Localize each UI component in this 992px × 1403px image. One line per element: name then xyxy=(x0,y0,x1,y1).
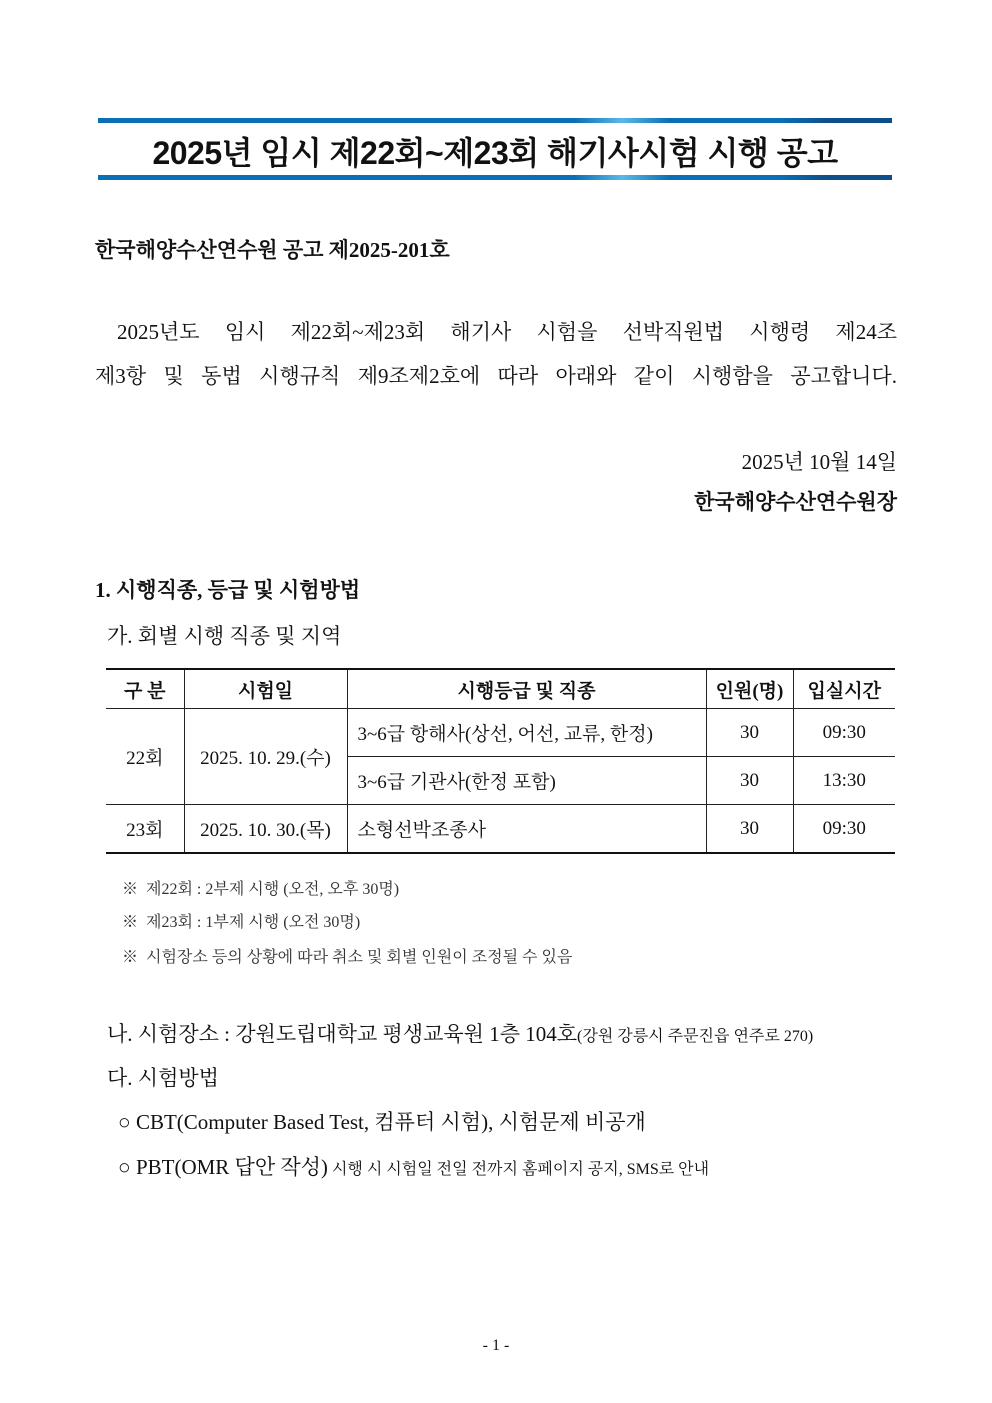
subsection-b xyxy=(107,1018,813,1048)
intro-paragraph xyxy=(95,310,897,398)
title-bottom-rule xyxy=(98,175,892,180)
type-cell: 3~6급 항해사(상선, 어선, 교류, 한정) xyxy=(347,709,706,757)
note-text: 제23회 : 1부제 시행 (오전 30명) xyxy=(146,914,361,931)
time-cell: 09:30 xyxy=(793,805,895,854)
method-text: CBT(Computer Based Test, 컴퓨터 시험), 시험문제 비공개 xyxy=(135,1110,646,1134)
notice-date: 2025년 10월 14일 xyxy=(741,450,897,474)
notice-number: 한국해양수산연수원 공고 제2025-201호 xyxy=(95,238,450,262)
circle-bullet-icon: ○ xyxy=(118,1155,131,1179)
header-cell: 시험일 xyxy=(184,669,347,709)
type-cell: 3~6급 기관사(한정 포함) xyxy=(347,757,706,805)
page-title: 2025년 임시 제22회~제23회 해기사시험 시행 공고 xyxy=(152,135,838,171)
reference-mark-icon: ※ xyxy=(122,914,139,931)
method-detail: 시행 시 시험일 전일 전까지 홈페이지 공지, SMS로 안내 xyxy=(327,1161,710,1178)
section-heading: 1. 시행직종, 등급 및 시험방법 xyxy=(95,578,361,602)
table-header-row xyxy=(106,669,895,709)
intro-line: 제3항 및 동법 시행규칙 제9조제2호에 따라 아래와 같이 시행함을 공고합니다. xyxy=(95,364,897,388)
method-text: PBT(OMR 답안 작성) xyxy=(135,1155,328,1179)
exam-schedule-table xyxy=(106,668,895,854)
method-item xyxy=(118,1151,709,1181)
count-cell: 30 xyxy=(706,805,793,854)
time-cell: 09:30 xyxy=(793,709,895,757)
method-item xyxy=(118,1106,646,1136)
note-text: 제22회 : 2부제 시행 (오전, 오후 30명) xyxy=(146,881,400,898)
subsection-c: 다. 시험방법 xyxy=(107,1066,219,1090)
exam-address: (강원 강릉시 주문진읍 연주로 270) xyxy=(577,1028,814,1045)
title-top-rule xyxy=(98,118,892,123)
date-cell: 2025. 10. 29.(수) xyxy=(184,709,347,805)
circle-bullet-icon: ○ xyxy=(118,1110,131,1134)
intro-line: 2025년도 임시 제22회~제23회 해기사 시험을 선박직원법 시행령 제24조 xyxy=(117,320,897,344)
header-cell: 인원(명) xyxy=(706,669,793,709)
issuer: 한국해양수산연수원장 xyxy=(694,490,897,514)
note xyxy=(122,909,360,932)
type-cell: 소형선박조종사 xyxy=(347,805,706,854)
round-cell: 23회 xyxy=(106,805,184,854)
time-cell: 13:30 xyxy=(793,757,895,805)
reference-mark-icon: ※ xyxy=(122,949,139,966)
count-cell: 30 xyxy=(706,709,793,757)
round-cell: 22회 xyxy=(106,709,184,805)
header-cell: 시행등급 및 직종 xyxy=(347,669,706,709)
page-number: - 1 - xyxy=(482,1337,510,1354)
count-cell: 30 xyxy=(706,757,793,805)
note-text: 시험장소 등의 상황에 따라 취소 및 회별 인원이 조정될 수 있음 xyxy=(146,949,573,966)
header-cell: 구 분 xyxy=(106,669,184,709)
exam-location: 나. 시험장소 : 강원도립대학교 평생교육원 1층 104호 xyxy=(107,1022,578,1046)
subsection-a: 가. 회별 시행 직종 및 지역 xyxy=(107,624,342,648)
reference-mark-icon: ※ xyxy=(122,881,139,898)
note xyxy=(122,944,572,967)
date-cell: 2025. 10. 30.(목) xyxy=(184,805,347,854)
note xyxy=(122,876,399,899)
table-row xyxy=(106,805,895,854)
table-row xyxy=(106,709,895,757)
header-cell: 입실시간 xyxy=(793,669,895,709)
